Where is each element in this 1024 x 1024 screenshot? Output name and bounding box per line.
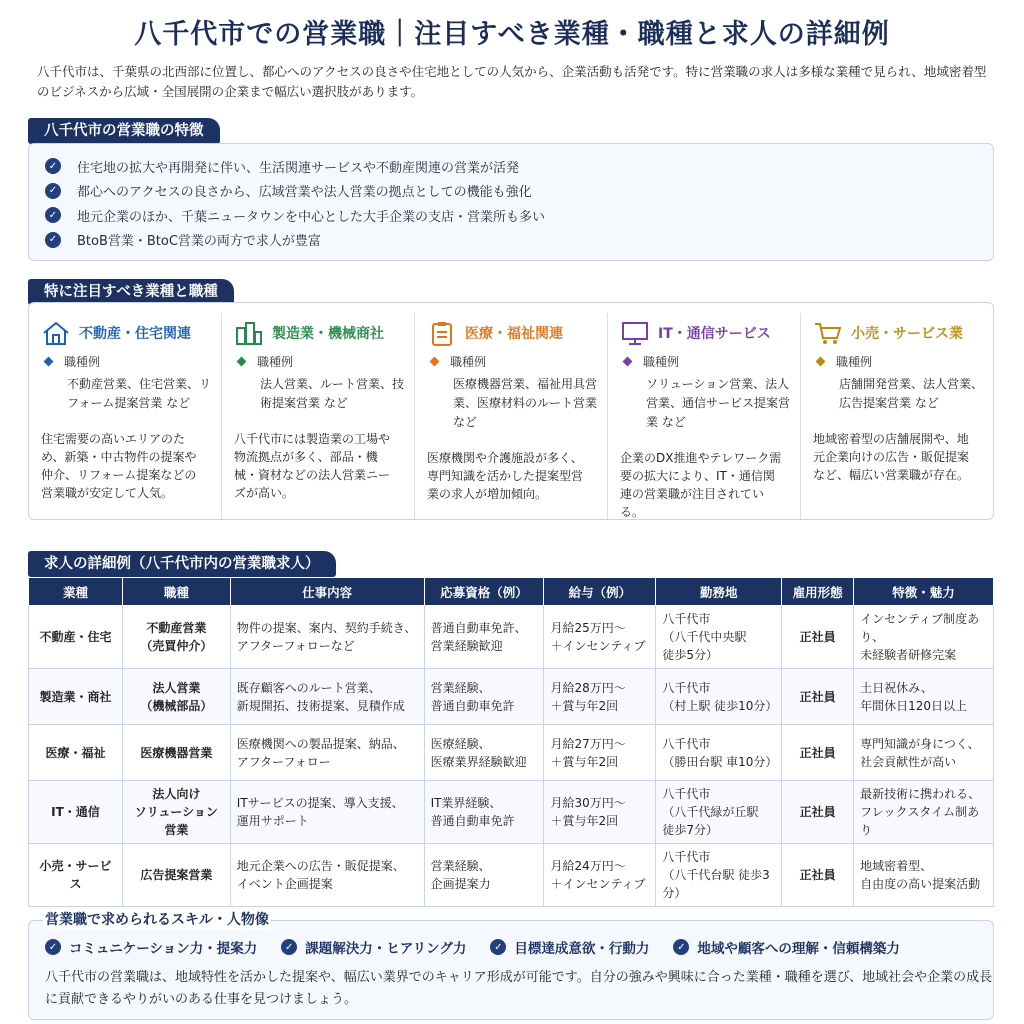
table-cell: 八千代市 （村上駅 徒歩10分）: [656, 669, 782, 725]
table-cell: 土日祝休み、 年間休日120日以上: [854, 669, 994, 725]
card-title: 小売・サービス業: [851, 326, 963, 342]
table-cell: 正社員: [782, 725, 854, 781]
table-header-row: [29, 578, 994, 606]
industry-cards: [28, 302, 994, 520]
card-desc: 医療機関や介護施設が多く、専門知識を活かした提案型営業の求人が増加傾向。: [427, 451, 584, 501]
table-cell: 正社員: [782, 669, 854, 725]
table-cell: ITサービスの提案、導入支援、 運用サポート: [230, 781, 424, 844]
table-cell: インセンティブ制度あり、 未経験者研修完案: [854, 606, 994, 669]
table-cell: 月給28万円～ ＋賞与年2回: [544, 669, 656, 725]
feature-item: ✓ BtoB営業・BtoC営業の両方で求人が豊富: [45, 228, 993, 253]
card-roles: 法人営業、ルート営業、技術提案営業 など: [260, 377, 405, 410]
skills-heading: 営業職で求められるスキル・人物像: [43, 909, 271, 929]
table-cell: 営業経験、 企画提案力: [424, 844, 544, 907]
house-icon: [41, 320, 71, 346]
table-cell: 月給27万円～ ＋賞与年2回: [544, 725, 656, 781]
check-icon: ✓: [673, 939, 689, 955]
table-cell: 地元企業への広告・販促提案、 イベント企画提案: [230, 844, 424, 907]
card-desc: 八千代市には製造業の工場や物流拠点が多く、部品・機械・資材などの法人営業ニーズが高い。: [234, 432, 391, 500]
table-row: [29, 669, 994, 725]
check-icon: ✓: [45, 158, 61, 174]
column-header: 雇用形態: [782, 578, 854, 606]
table-cell: 月給25万円～ ＋インセンティブ: [544, 606, 656, 669]
check-icon: ✓: [45, 232, 61, 248]
skill-item: ✓ コミュニケーション力・提案力: [45, 937, 257, 957]
check-icon: ✓: [45, 207, 61, 223]
feature-item: ✓ 住宅地の拡大や再開発に伴い、生活関連サービスや不動産関連の営業が活発: [45, 154, 993, 179]
card-desc: 企業のDX推進やテレワーク需要の拡大により、IT・通信関連の営業職が注目されている。: [620, 451, 782, 519]
features-list: [29, 144, 993, 252]
monitor-icon: [620, 320, 650, 346]
card-roles: ソリューション営業、法人営業、通信サービス提案営業 など: [646, 377, 791, 429]
table-cell: 法人向け ソリューション営業: [122, 781, 230, 844]
jobs-table: [28, 577, 994, 907]
table-cell: 製造業・商社: [29, 669, 123, 725]
industry-card-medical: 医療・福祉関連 職種例 医療機器営業、福祉用具営業、医療材料のルート営業 など 医療機関や介護施設が多く、専門知識を活かした提案型営業の求人が増加傾向。: [415, 313, 608, 519]
card-desc: 地域密着型の店舗展開や、地元企業向けの広告・販促提案など、幅広い営業職が存在。: [813, 432, 970, 482]
feature-item: ✓ 地元企業のほか、千葉ニュータウンを中心とした大手企業の支店・営業所も多い: [45, 203, 993, 228]
diamond-icon: [237, 357, 247, 367]
table-cell: 八千代市 （八千代緑が丘駅 徒歩7分）: [656, 781, 782, 844]
diamond-icon: [816, 357, 826, 367]
table-cell: 医療・福祉: [29, 725, 123, 781]
column-header: 特徴・魅力: [854, 578, 994, 606]
card-title: IT・通信サービス: [658, 326, 771, 342]
table-cell: 医療機器営業: [122, 725, 230, 781]
jobs-heading: 求人の詳細例（八千代市内の営業職求人）: [28, 551, 336, 577]
table-cell: 不動産・住宅: [29, 606, 123, 669]
column-header: 業種: [29, 578, 123, 606]
table-row: [29, 725, 994, 781]
table-row: [29, 781, 994, 844]
industry-card-realestate: 不動産・住宅関連 職種例 不動産営業、住宅営業、リフォーム提案営業 など 住宅需要の高いエリアのため、新築・中古物件の提案や仲介、リフォーム提案などの営業職が安定して人気。: [29, 313, 222, 519]
card-roles: 店舗開発営業、法人営業、広告提案営業 など: [839, 377, 984, 410]
table-cell: 医療機関への製品提案、納品、 アフターフォロー: [230, 725, 424, 781]
page-title: 八千代市での営業職｜注目すべき業種・職種と求人の詳細例: [134, 19, 890, 50]
column-header: 職種: [122, 578, 230, 606]
industry-card-retail: 小売・サービス業 職種例 店舗開発営業、法人営業、広告提案営業 など 地域密着型の店舗展開や、地元企業向けの広告・販促提案など、幅広い営業職が存在。: [801, 313, 993, 519]
clipboard-icon: [427, 320, 457, 346]
card-desc: 住宅需要の高いエリアのため、新築・中古物件の提案や仲介、リフォーム提案などの営業職が安定して人気。: [41, 432, 197, 500]
diamond-icon: [430, 357, 440, 367]
cart-icon: [813, 320, 843, 346]
skill-item: ✓ 地域や顧客への理解・信頼構築力: [673, 937, 900, 957]
table-cell: 正社員: [782, 844, 854, 907]
table-cell: 小売・サービス: [29, 844, 123, 907]
skill-item: ✓ 課題解決力・ヒアリング力: [281, 937, 466, 957]
table-cell: 医療経験、 医療業界経験歓迎: [424, 725, 544, 781]
card-roles: 不動産営業、住宅営業、リフォーム提案営業 など: [67, 377, 212, 410]
check-icon: ✓: [281, 939, 297, 955]
column-header: 応募資格（例）: [424, 578, 544, 606]
table-cell: 不動産営業 （売買仲介）: [122, 606, 230, 669]
table-cell: 物件の提案、案内、契約手続き、 アフターフォローなど: [230, 606, 424, 669]
column-header: 仕事内容: [230, 578, 424, 606]
column-header: 勤務地: [656, 578, 782, 606]
table-cell: IT・通信: [29, 781, 123, 844]
table-body: [29, 606, 994, 907]
table-cell: 八千代市 （勝田台駅 車10分）: [656, 725, 782, 781]
table-cell: 月給24万円～ ＋インセンティブ: [544, 844, 656, 907]
feature-item: ✓ 都心へのアクセスの良さから、広域営業や法人営業の拠点としての機能も強化: [45, 179, 993, 204]
industry-card-it: IT・通信サービス 職種例 ソリューション営業、法人営業、通信サービス提案営業 など 企業のDX推進やテレワーク需要の拡大により、IT・通信関連の営業職が注目されている。: [608, 313, 801, 519]
skill-item: ✓ 目標達成意欲・行動力: [490, 937, 649, 957]
column-header: 給与（例）: [544, 578, 656, 606]
diamond-icon: [623, 357, 633, 367]
closing-text: 八千代市の営業職は、地域特性を活かした提案や、幅広い業界でのキャリア形成が可能です。自分の強みや興味に合った業種・職種を選び、地域社会や企業の成長に貢献できるやりがいのある仕事を見つけましょう。: [45, 970, 993, 1007]
check-icon: ✓: [45, 939, 61, 955]
card-title: 製造業・機械商社: [272, 326, 384, 342]
table-cell: 最新技術に携われる、 フレックスタイム制あり: [854, 781, 994, 844]
card-title: 不動産・住宅関連: [79, 326, 191, 342]
table-row: [29, 606, 994, 669]
table-cell: 専門知識が身につく、 社会貢献性が高い: [854, 725, 994, 781]
skills-box: [28, 912, 994, 1020]
table-cell: 広告提案営業: [122, 844, 230, 907]
table-cell: 正社員: [782, 781, 854, 844]
table-cell: 普通自動車免許、 営業経験歓迎: [424, 606, 544, 669]
diamond-icon: [44, 357, 54, 367]
table-cell: 既存顧客へのルート営業、 新規開拓、技術提案、見積作成: [230, 669, 424, 725]
features-heading: 八千代市の営業職の特徴: [28, 118, 220, 144]
intro-text: 八千代市は、千葉県の北西部に位置し、都心へのアクセスの良さや住宅地としての人気から、企業活動も活発です。特に営業職の求人は多様な業種で見られ、地域密着型のビジネスから広域・全国展開の企業まで幅広い選択肢があります。: [37, 64, 987, 99]
table-cell: 八千代市 （八千代中央駅 徒歩5分）: [656, 606, 782, 669]
table-row: [29, 844, 994, 907]
table-cell: 正社員: [782, 606, 854, 669]
factory-icon: [234, 320, 264, 346]
table-cell: 八千代市 （八千代台駅 徒歩3分）: [656, 844, 782, 907]
industry-card-manufacturing: 製造業・機械商社 職種例 法人営業、ルート営業、技術提案営業 など 八千代市には製造業の工場や物流拠点が多く、部品・機械・資材などの法人営業ニーズが高い。: [222, 313, 415, 519]
table-cell: 月給30万円～ ＋賞与年2回: [544, 781, 656, 844]
table-cell: 地域密着型、 自由度の高い提案活動: [854, 844, 994, 907]
check-icon: ✓: [490, 939, 506, 955]
industries-heading: 特に注目すべき業種と職種: [28, 279, 234, 305]
card-title: 医療・福祉関連: [465, 326, 563, 342]
table-cell: 営業経験、 普通自動車免許: [424, 669, 544, 725]
check-icon: ✓: [45, 183, 61, 199]
card-roles: 医療機器営業、福祉用具営業、医療材料のルート営業 など: [453, 377, 598, 429]
table-cell: IT業界経験、 普通自動車免許: [424, 781, 544, 844]
features-box: [28, 143, 994, 261]
table-cell: 法人営業 （機械部品）: [122, 669, 230, 725]
